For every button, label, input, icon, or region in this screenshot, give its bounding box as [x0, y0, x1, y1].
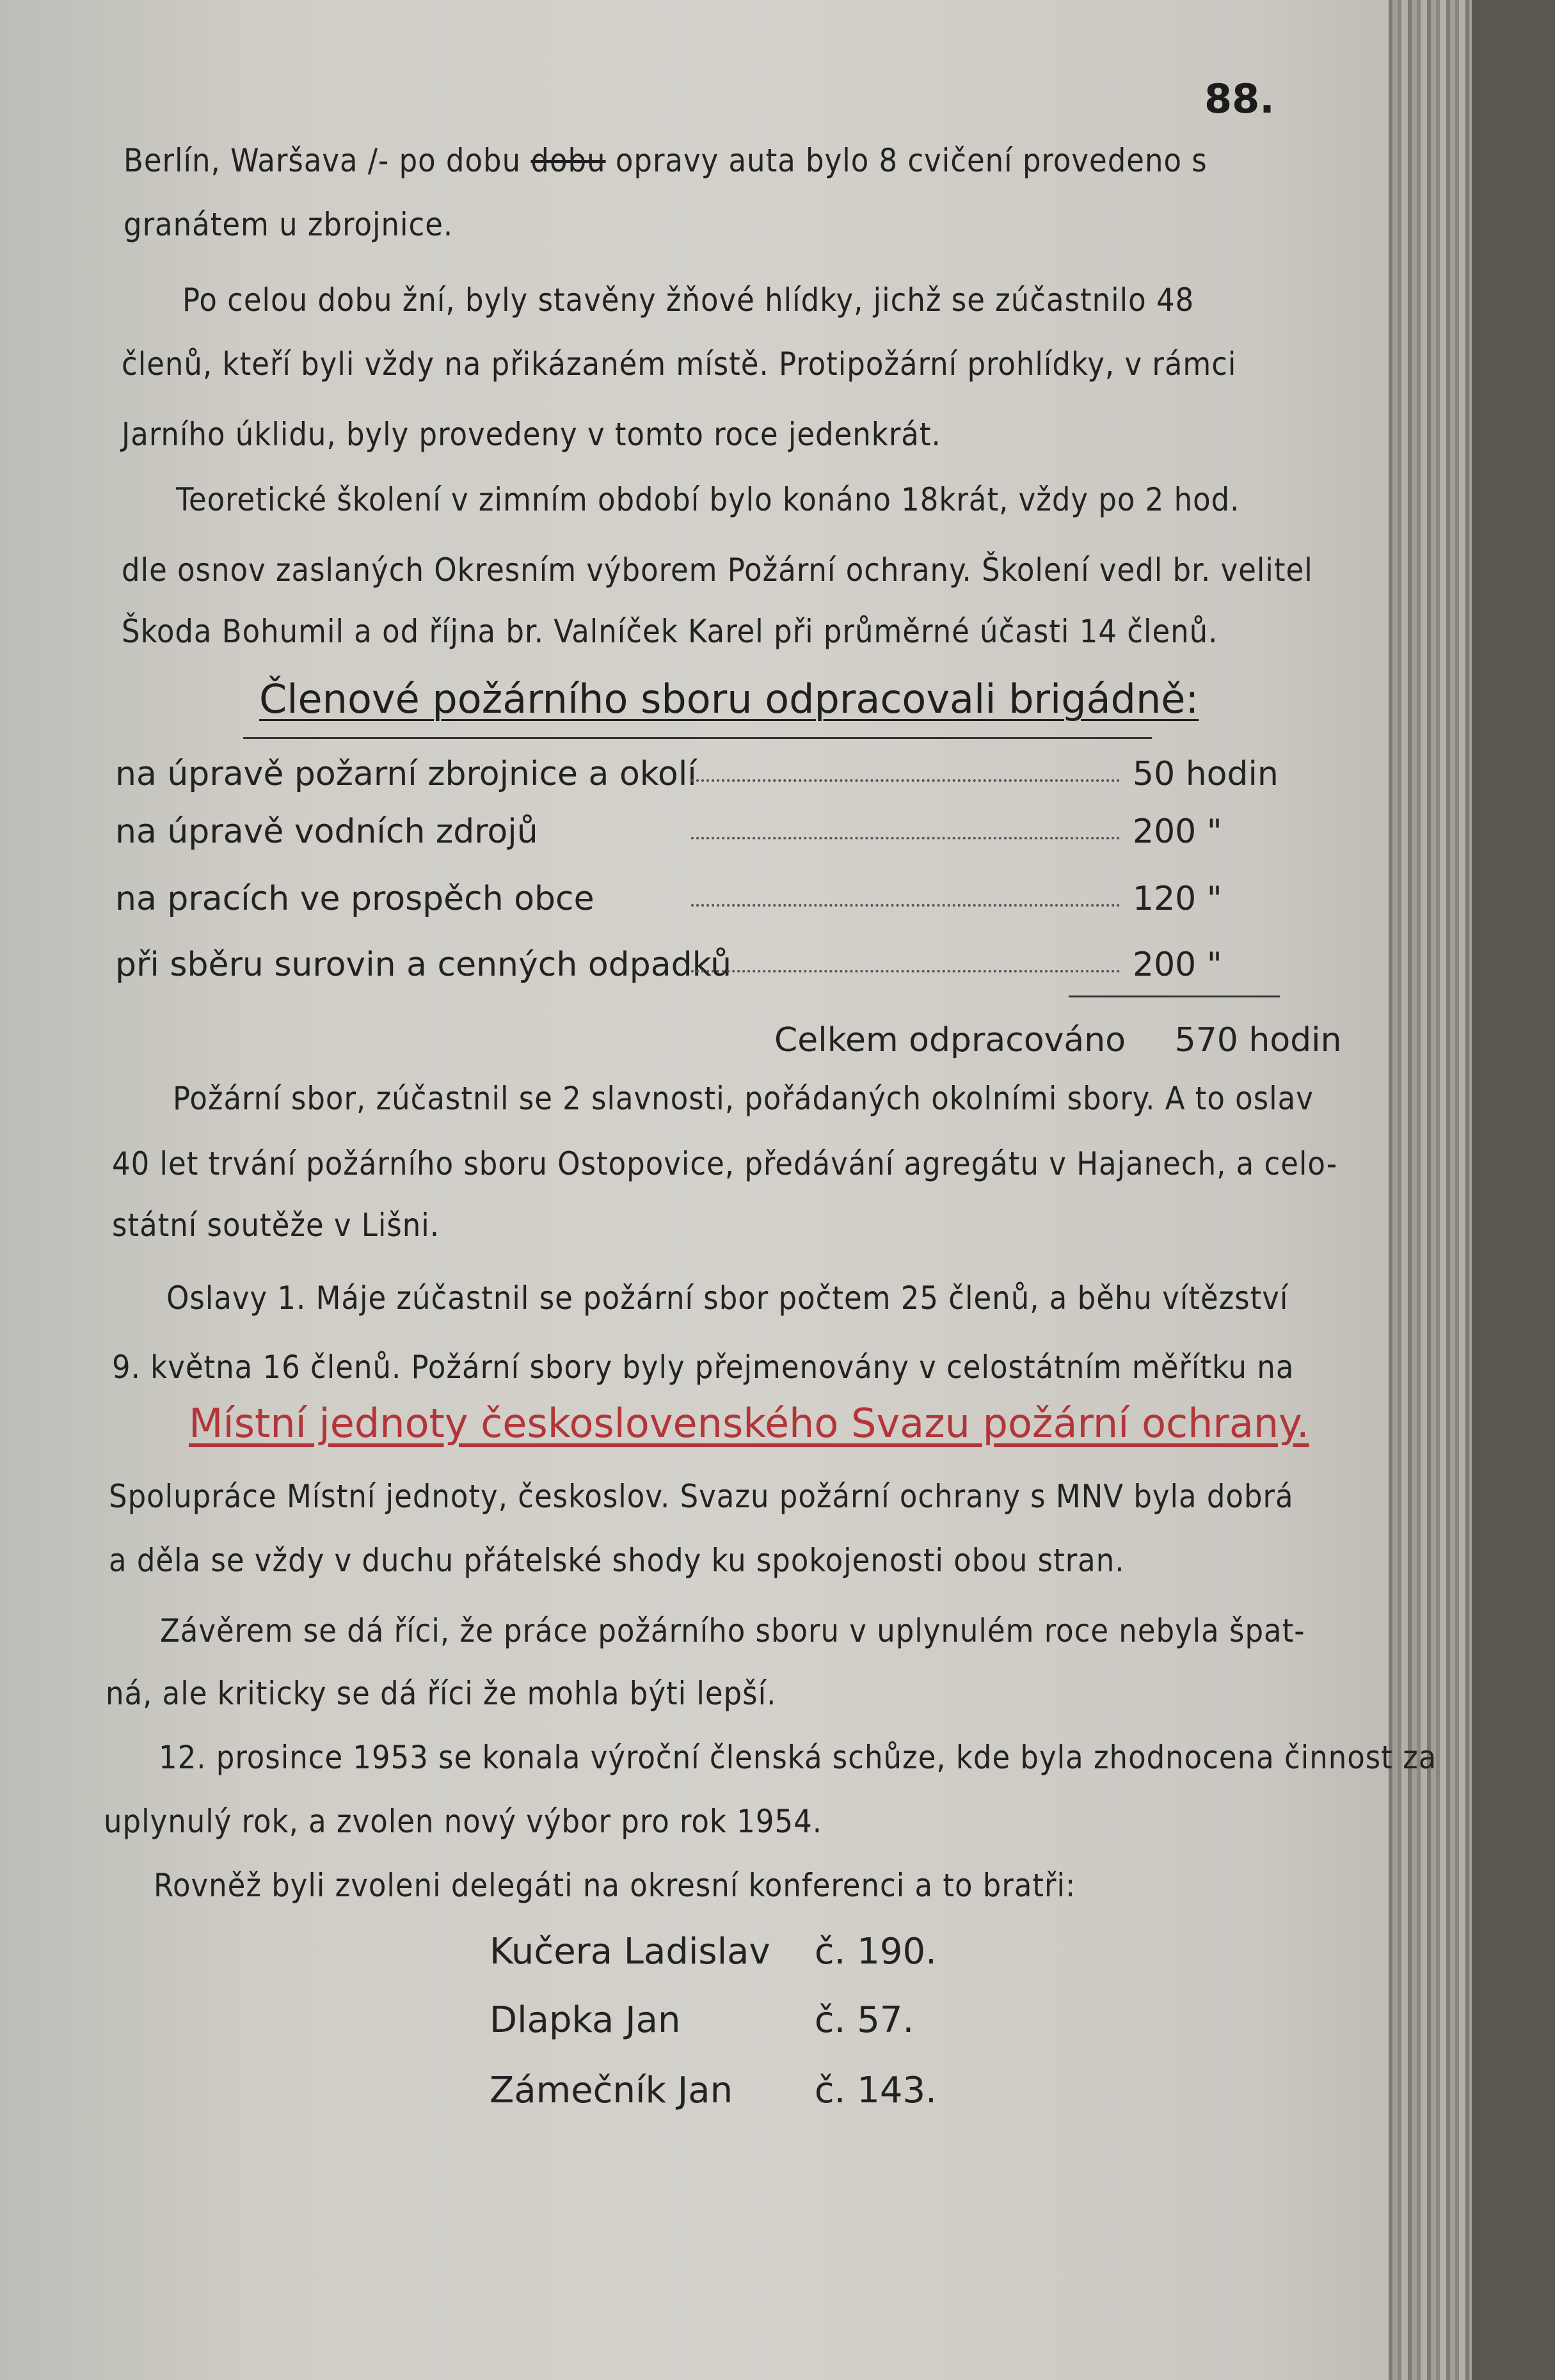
section-heading: Členové požárního sboru odpracovali brigádně: [259, 676, 1199, 722]
page-edge-stack [1389, 0, 1472, 2380]
text-line [124, 142, 1208, 179]
delegate-number: č. 57. [814, 1999, 914, 2041]
sum-rule [1069, 996, 1280, 997]
text-segment: Berlín, Waršava /- po dobu [124, 142, 522, 179]
text-segment: opravy auta bylo 8 cvičení provedeno s [615, 142, 1208, 179]
text-line: 12. prosince 1953 se konala výroční členská schůze, kde byla zhodnocena činnost za [159, 1739, 1437, 1776]
text-line: Jarního úklidu, byly provedeny v tomto roce jedenkrát. [122, 416, 941, 453]
text-line: Teoretické školení v zimním období bylo konáno 18krát, vždy po 2 hod. [176, 481, 1240, 518]
text-line: Škoda Bohumil a od října br. Valníček Karel při průměrné účasti 14 členů. [122, 613, 1218, 650]
work-item-label: na úpravě požarní zbrojnice a okolí [115, 755, 697, 793]
organization-name-red: Místní jednoty československého Svazu požární ochrany. [189, 1400, 1309, 1447]
work-item-value: 50 hodin [1133, 755, 1279, 793]
text-line: dle osnov zaslaných Okresním výborem Požární ochrany. Školení vedl br. velitel [122, 551, 1313, 589]
text-line: Rovněž byli zvoleni delegáti na okresní konferenci a to bratři: [154, 1867, 1076, 1904]
text-line: státní soutěže v Lišni. [112, 1207, 440, 1244]
text-line: Spolupráce Místní jednoty, českoslov. Svazu požární ochrany s MNV byla dobrá [109, 1478, 1294, 1515]
work-item-value: 120 " [1133, 880, 1222, 918]
dot-leader [691, 970, 1120, 972]
text-line: ná, ale kriticky se dá říci že mohla býti lepší. [106, 1675, 777, 1712]
work-item-row [115, 946, 1280, 990]
delegate-number: č. 190. [814, 1931, 937, 1972]
struck-word: dobu [530, 142, 606, 179]
text-line: Oslavy 1. Máje zúčastnil se požární sbor počtem 25 členů, a běhu vítězství [166, 1280, 1289, 1317]
delegate-name: Kučera Ladislav [490, 1931, 770, 1972]
delegate-row [490, 1931, 937, 1972]
work-item-row [115, 755, 1280, 800]
total-label: Celkem odpracováno [774, 1021, 1126, 1059]
dot-leader [691, 837, 1120, 839]
text-line: granátem u zbrojnice. [124, 206, 454, 243]
dot-leader [691, 904, 1120, 907]
text-line: uplynulý rok, a zvolen nový výbor pro rok 1954. [104, 1803, 823, 1840]
total-line [774, 1021, 1342, 1059]
text-line: členů, kteří byli vždy na přikázaném místě. Protipožární prohlídky, v rámci [122, 345, 1237, 383]
text-line: 9. května 16 členů. Požární sbory byly přejmenovány v celostátním měřítku na [112, 1349, 1295, 1386]
work-item-row [115, 813, 1280, 857]
page-number: 88. [1204, 75, 1275, 122]
total-value: 570 hodin [1174, 1021, 1342, 1059]
delegate-row [490, 1999, 914, 2041]
work-item-value: 200 " [1133, 813, 1222, 851]
text-line: Požární sbor, zúčastnil se 2 slavnosti, pořádaných okolními sbory. A to oslav [173, 1080, 1314, 1117]
text-line: Závěrem se dá říci, že práce požárního sboru v uplynulém roce nebyla špat- [160, 1612, 1305, 1649]
heading-double-rule [243, 737, 1152, 739]
work-item-label: na pracích ve prospěch obce [115, 880, 594, 918]
delegate-name: Dlapka Jan [490, 1999, 681, 2041]
text-line: a děla se vždy v duchu přátelské shody ku spokojenosti obou stran. [109, 1542, 1125, 1579]
delegate-number: č. 143. [814, 2070, 937, 2111]
delegate-name: Zámečník Jan [490, 2070, 733, 2111]
work-item-label: na úpravě vodních zdrojů [115, 813, 538, 851]
work-item-value: 200 " [1133, 946, 1222, 984]
work-item-row [115, 880, 1280, 924]
text-line: Po celou dobu žní, byly stavěny žňové hlídky, jichž se zúčastnilo 48 [182, 282, 1195, 319]
work-item-label: při sběru surovin a cenných odpadků [115, 946, 732, 984]
delegate-row [490, 2070, 937, 2111]
text-line: 40 let trvání požárního sboru Ostopovice, předávání agregátu v Hajanech, a celo- [112, 1145, 1338, 1182]
dot-leader [691, 779, 1120, 782]
